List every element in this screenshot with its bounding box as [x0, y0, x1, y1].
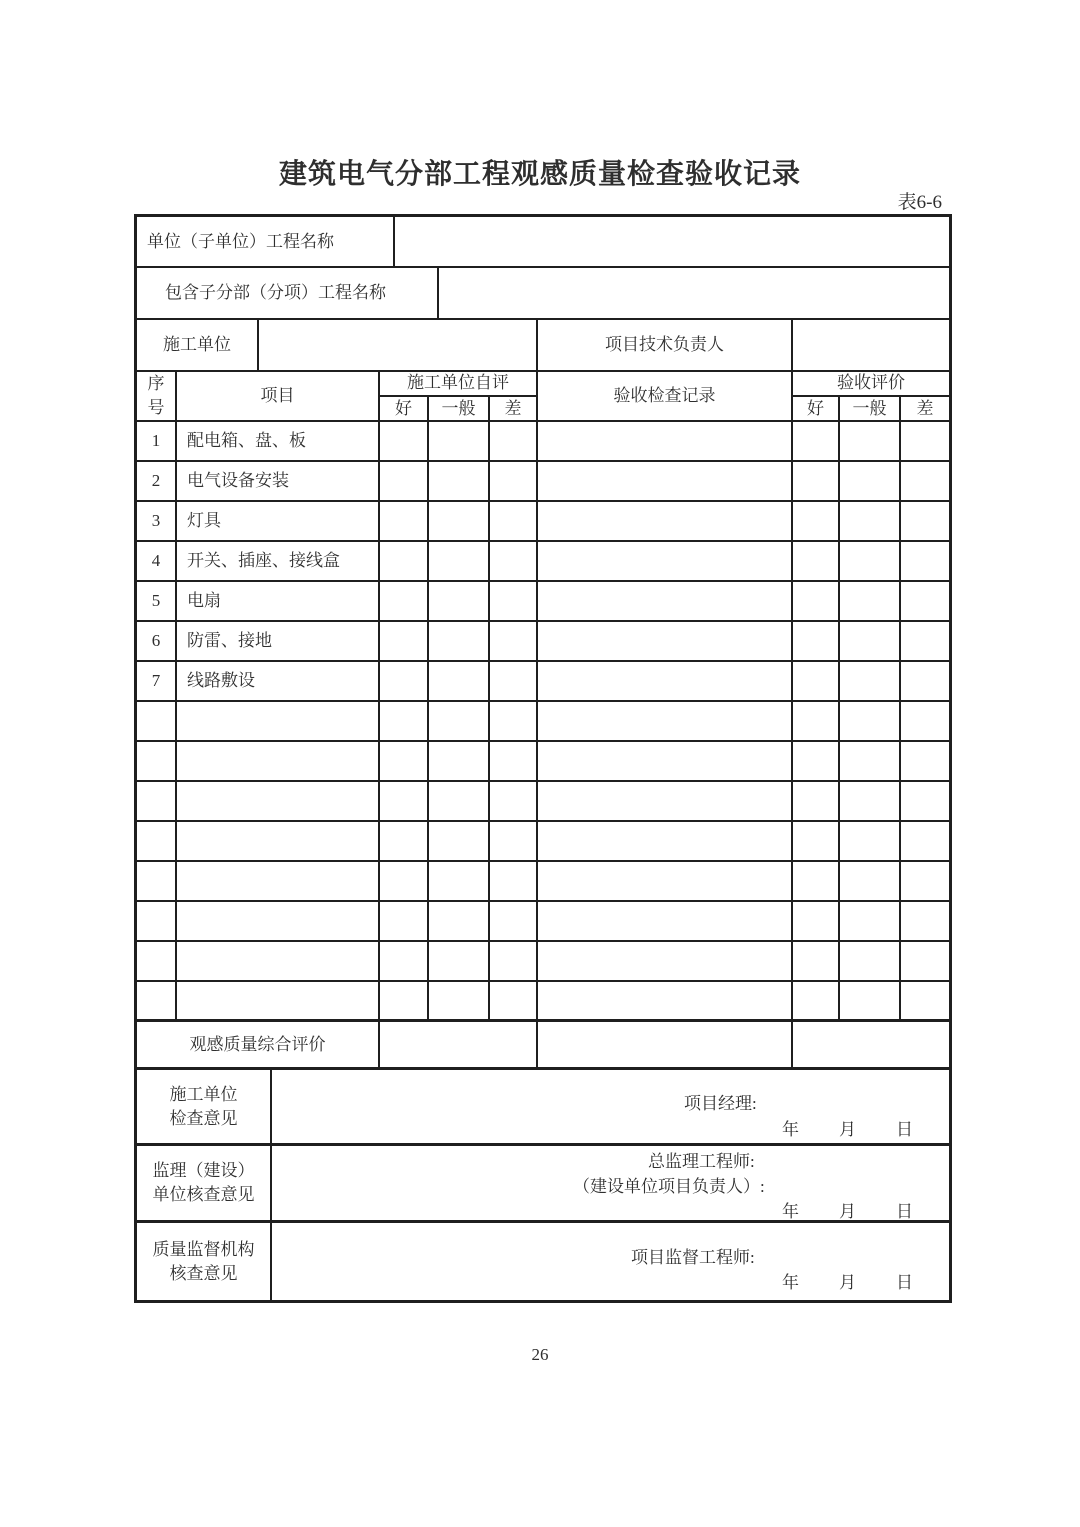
self-eval-average-cell[interactable] [429, 702, 490, 740]
opinion-label [137, 1223, 272, 1300]
accept-average-cell[interactable] [840, 622, 901, 660]
accept-poor-header: 差 [916, 398, 934, 418]
item-row [137, 422, 949, 462]
accept-average-cell[interactable] [840, 782, 901, 820]
accept-average-cell[interactable] [840, 502, 901, 540]
record-cell[interactable] [538, 542, 793, 580]
signature-label: 总监理工程师: [648, 1152, 755, 1171]
opinion-label-line1: 监理（建设） [152, 1161, 255, 1181]
item-name[interactable] [177, 862, 380, 900]
self-eval-good-cell[interactable] [380, 582, 429, 620]
item-row [137, 582, 949, 622]
record-cell[interactable] [538, 902, 793, 940]
record-cell[interactable] [538, 742, 793, 780]
self-eval-poor-cell[interactable] [490, 782, 538, 820]
item-row [137, 662, 949, 702]
accept-good-cell[interactable] [793, 862, 840, 900]
item-header: 项目 [177, 372, 380, 420]
accept-average-cell[interactable] [840, 462, 901, 500]
accept-average-cell[interactable] [840, 582, 901, 620]
opinion-label-line1: 施工单位 [169, 1084, 238, 1104]
opinion-label-line2: 核查意见 [169, 1263, 238, 1283]
summary-accept-cell[interactable] [793, 1022, 949, 1067]
self-eval-good-cell[interactable] [380, 742, 429, 780]
opinion-content-cell[interactable] [272, 1223, 949, 1300]
accept-good-cell[interactable] [793, 462, 840, 500]
self-eval-average-cell[interactable] [429, 662, 490, 700]
self-eval-average-cell[interactable] [429, 502, 490, 540]
self-eval-average-cell[interactable] [429, 542, 490, 580]
item-name[interactable] [177, 902, 380, 940]
info-row-subdivision [137, 268, 949, 320]
record-cell[interactable] [538, 462, 793, 500]
item-no[interactable] [137, 982, 177, 1019]
accept-good-cell[interactable] [793, 422, 840, 460]
table-number: 表6-6 [897, 192, 942, 213]
seq-header-top: 序 [147, 374, 165, 394]
self-eval-average-cell[interactable] [429, 862, 490, 900]
contractor-label: 施工单位 [137, 320, 259, 370]
accept-good-cell[interactable] [793, 582, 840, 620]
self-eval-poor-cell[interactable] [490, 582, 538, 620]
self-eval-poor-cell[interactable] [490, 462, 538, 500]
accept-poor-cell[interactable] [901, 742, 949, 780]
accept-good-cell[interactable] [793, 502, 840, 540]
self-eval-group-label: 施工单位自评 [380, 372, 536, 397]
accept-poor-cell[interactable] [901, 702, 949, 740]
date-label: 年 月 日 [782, 1202, 915, 1220]
accept-poor-cell[interactable] [901, 822, 949, 860]
item-no[interactable] [137, 862, 177, 900]
accept-poor-cell[interactable] [901, 582, 949, 620]
summary-self-eval-cell[interactable] [380, 1022, 538, 1067]
accept-good-cell[interactable] [793, 702, 840, 740]
self-eval-average-cell[interactable] [429, 622, 490, 660]
item-no[interactable] [137, 702, 177, 740]
self-eval-poor-cell[interactable] [490, 822, 538, 860]
self-eval-poor-cell[interactable] [490, 742, 538, 780]
item-name[interactable] [177, 822, 380, 860]
accept-average-cell[interactable] [840, 902, 901, 940]
self-eval-average-header: 一般 [429, 397, 490, 420]
opinion-content-cell[interactable] [272, 1146, 949, 1220]
item-no: 2 [137, 462, 177, 500]
subdivision-label: 包含子分部（分项）工程名称 [137, 268, 439, 318]
record-cell[interactable] [538, 782, 793, 820]
accept-average-cell[interactable] [840, 822, 901, 860]
item-name: 灯具 [177, 502, 380, 540]
item-name: 配电箱、盘、板 [177, 422, 380, 460]
accept-good-cell[interactable] [793, 742, 840, 780]
contractor-value[interactable] [259, 320, 538, 370]
self-eval-good-cell[interactable] [380, 542, 429, 580]
self-eval-good-cell[interactable] [380, 862, 429, 900]
opinion-label-line2: 检查意见 [169, 1108, 238, 1128]
record-cell[interactable] [538, 422, 793, 460]
item-name: 线路敷设 [177, 662, 380, 700]
self-eval-good-cell[interactable] [380, 902, 429, 940]
record-cell[interactable] [538, 702, 793, 740]
item-no[interactable] [137, 902, 177, 940]
signature-label: 项目监督工程师: [631, 1248, 755, 1267]
accept-poor-cell[interactable] [901, 462, 949, 500]
accept-average-header: 一般 [840, 397, 901, 420]
accept-grades [793, 397, 949, 420]
self-eval-good-cell[interactable] [380, 422, 429, 460]
accept-good-cell[interactable] [793, 902, 840, 940]
page-number: 26 [531, 1345, 549, 1364]
empty-row [137, 862, 949, 902]
accept-poor-cell[interactable] [901, 902, 949, 940]
self-eval-average-cell[interactable] [429, 942, 490, 980]
signature-label: 项目经理: [684, 1094, 757, 1113]
opinion-label-line1: 质量监督机构 [152, 1239, 255, 1259]
signature-label: （建设单位项目负责人）: [573, 1177, 765, 1196]
self-eval-good-cell[interactable] [380, 702, 429, 740]
accept-poor-cell[interactable] [901, 422, 949, 460]
item-no: 5 [137, 582, 177, 620]
seq-header [137, 372, 177, 420]
self-eval-poor-cell[interactable] [490, 702, 538, 740]
accept-poor-cell[interactable] [901, 942, 949, 980]
self-eval-poor-cell[interactable] [490, 662, 538, 700]
item-no: 6 [137, 622, 177, 660]
self-eval-poor-cell[interactable] [490, 862, 538, 900]
self-eval-average-cell[interactable] [429, 982, 490, 1019]
self-eval-poor-cell[interactable] [490, 422, 538, 460]
accept-group-header [793, 372, 949, 420]
self-eval-average-cell[interactable] [429, 742, 490, 780]
subdivision-value[interactable] [439, 268, 949, 318]
self-eval-good-cell[interactable] [380, 782, 429, 820]
quality-agency-opinion-row [137, 1223, 949, 1300]
item-no[interactable] [137, 782, 177, 820]
self-eval-average-cell[interactable] [429, 782, 490, 820]
record-cell[interactable] [538, 862, 793, 900]
accept-average-cell[interactable] [840, 862, 901, 900]
item-no: 3 [137, 502, 177, 540]
self-eval-average-cell[interactable] [429, 422, 490, 460]
empty-row [137, 822, 949, 862]
self-eval-good-cell[interactable] [380, 622, 429, 660]
accept-group-label: 验收评价 [793, 372, 949, 397]
accept-average-cell[interactable] [840, 542, 901, 580]
empty-row [137, 982, 949, 1022]
table-header-row [137, 372, 949, 422]
accept-average-cell[interactable] [840, 422, 901, 460]
item-name: 电扇 [177, 582, 380, 620]
accept-average-cell[interactable] [840, 742, 901, 780]
accept-poor-cell[interactable] [901, 502, 949, 540]
accept-poor-cell[interactable] [901, 982, 949, 1019]
opinion-label-line2: 单位核查意见 [152, 1185, 255, 1204]
accept-average-cell[interactable] [840, 702, 901, 740]
item-name[interactable] [177, 982, 380, 1019]
item-row [137, 542, 949, 582]
date-label: 年 月 日 [782, 1120, 915, 1139]
record-cell[interactable] [538, 982, 793, 1019]
item-name[interactable] [177, 782, 380, 820]
seq-header-bottom: 号 [147, 398, 165, 417]
empty-row [137, 902, 949, 942]
opinion-label [137, 1070, 272, 1143]
item-no[interactable] [137, 822, 177, 860]
self-eval-group-header [380, 372, 538, 420]
unit-name-label: 单位（子单位）工程名称 [137, 217, 395, 266]
summary-row [137, 1022, 949, 1070]
self-eval-average-cell[interactable] [429, 822, 490, 860]
accept-poor-cell[interactable] [901, 542, 949, 580]
empty-row [137, 702, 949, 742]
record-header: 验收检查记录 [538, 372, 793, 420]
empty-row [137, 942, 949, 982]
self-eval-good-cell[interactable] [380, 462, 429, 500]
self-eval-poor-cell[interactable] [490, 982, 538, 1019]
summary-label: 观感质量综合评价 [137, 1022, 380, 1067]
accept-good-cell[interactable] [793, 942, 840, 980]
accept-good-cell[interactable] [793, 822, 840, 860]
accept-good-cell[interactable] [793, 662, 840, 700]
summary-record-cell[interactable] [538, 1022, 793, 1067]
record-cell[interactable] [538, 502, 793, 540]
empty-row [137, 782, 949, 822]
empty-row [137, 742, 949, 782]
date-label: 年 月 日 [782, 1273, 915, 1292]
item-name: 防雷、接地 [177, 622, 380, 660]
self-eval-good-cell[interactable] [380, 822, 429, 860]
inspection-form [134, 214, 952, 1303]
self-eval-poor-cell[interactable] [490, 502, 538, 540]
self-eval-poor-header: 差 [504, 398, 522, 418]
accept-good-cell[interactable] [793, 982, 840, 1019]
record-cell[interactable] [538, 942, 793, 980]
accept-good-cell[interactable] [793, 622, 840, 660]
accept-poor-cell[interactable] [901, 662, 949, 700]
accept-average-cell[interactable] [840, 982, 901, 1019]
item-row [137, 462, 949, 502]
item-name[interactable] [177, 742, 380, 780]
contractor-opinion-row [137, 1070, 949, 1146]
item-name: 开关、插座、接线盒 [177, 542, 380, 580]
self-eval-good-cell[interactable] [380, 942, 429, 980]
tech-leader-label: 项目技术负责人 [538, 320, 793, 370]
opinion-label [137, 1146, 272, 1220]
unit-name-value[interactable] [395, 217, 949, 266]
item-no: 7 [137, 662, 177, 700]
item-no[interactable] [137, 742, 177, 780]
accept-poor-cell[interactable] [901, 862, 949, 900]
self-eval-poor-cell[interactable] [490, 942, 538, 980]
record-cell[interactable] [538, 582, 793, 620]
self-eval-good-cell[interactable] [380, 662, 429, 700]
accept-poor-cell[interactable] [901, 782, 949, 820]
item-row [137, 502, 949, 542]
item-no: 1 [137, 422, 177, 460]
accept-good-cell[interactable] [793, 782, 840, 820]
item-no[interactable] [137, 942, 177, 980]
accept-average-cell[interactable] [840, 662, 901, 700]
self-eval-poor-cell[interactable] [490, 902, 538, 940]
self-eval-good-header: 好 [380, 397, 429, 420]
record-cell[interactable] [538, 822, 793, 860]
record-cell[interactable] [538, 622, 793, 660]
self-eval-poor-cell[interactable] [490, 542, 538, 580]
record-cell[interactable] [538, 662, 793, 700]
accept-good-cell[interactable] [793, 542, 840, 580]
self-eval-average-cell[interactable] [429, 462, 490, 500]
item-row [137, 622, 949, 662]
item-no: 4 [137, 542, 177, 580]
item-name[interactable] [177, 942, 380, 980]
page-title: 建筑电气分部工程观感质量检查验收记录 [278, 159, 801, 190]
self-eval-good-cell[interactable] [380, 982, 429, 1019]
info-row-contractor [137, 320, 949, 372]
self-eval-poor-cell[interactable] [490, 622, 538, 660]
accept-good-header: 好 [793, 397, 840, 420]
self-eval-average-cell[interactable] [429, 902, 490, 940]
accept-poor-cell[interactable] [901, 622, 949, 660]
info-row-unit [137, 217, 949, 268]
item-name: 电气设备安装 [177, 462, 380, 500]
item-name[interactable] [177, 702, 380, 740]
opinion-content-cell[interactable] [272, 1070, 949, 1143]
supervisor-opinion-row [137, 1146, 949, 1223]
accept-average-cell[interactable] [840, 942, 901, 980]
self-eval-good-cell[interactable] [380, 502, 429, 540]
tech-leader-value[interactable] [793, 320, 949, 370]
self-eval-average-cell[interactable] [429, 582, 490, 620]
self-eval-grades [380, 397, 536, 420]
